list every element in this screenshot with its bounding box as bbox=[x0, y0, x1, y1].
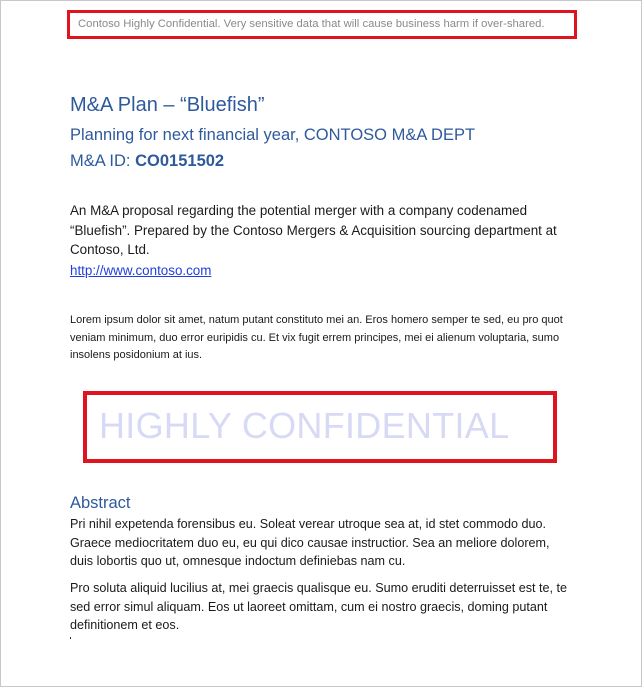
document-subtitle: Planning for next financial year, CONTOSO M&A DEPT bbox=[70, 126, 476, 144]
classification-header-text: Contoso Highly Confidential. Very sensitive data that will cause business harm if over-shared. bbox=[78, 18, 545, 30]
watermark-text: HIGHLY CONFIDENTIAL bbox=[99, 405, 510, 446]
lorem-paragraph: Lorem ipsum dolor sit amet, natum putant constituto mei an. Eros homero semper te sed, eu pro quot veniam minimum, duo error euripidis cu. Et vix fugit errem principes, mei ei alienum voluptaria, sumo insolens posidonium at ius. bbox=[70, 314, 563, 361]
abstract-paragraph-2: Pro soluta aliquid lucilius at, mei graecis qualisque eu. Sumo eruditi deterruisset est te, te sed error simul aliquam. Eos ut laoreet omittam, cum ei nostro graecis, doming putant definitionem et eos. bbox=[70, 581, 568, 632]
document-title: M&A Plan – “Bluefish” bbox=[70, 94, 265, 116]
document-id-value: CO0151502 bbox=[135, 152, 225, 170]
contoso-link[interactable]: http://www.contoso.com bbox=[70, 263, 212, 278]
document-id-label: M&A ID: bbox=[70, 152, 136, 170]
watermark-box bbox=[83, 391, 557, 463]
cursor-mark bbox=[70, 637, 71, 639]
abstract-heading: Abstract bbox=[70, 494, 131, 512]
abstract-paragraph-1: Pri nihil expetenda forensibus eu. Soleat verear utroque sea at, id stet commodo duo. Graece mediocritatem duo eu, eu qui dico causae instructior. Sea an meliore dolorem, duis lobortis quo ut, omnesque indoctum definiebas nam cu. bbox=[70, 517, 550, 568]
intro-paragraph: An M&A proposal regarding the potential merger with a company codenamed “Bluefish”. Prepared by the Contoso Mergers & Acquisition sourcing department at Contoso, Ltd. bbox=[70, 203, 557, 257]
classification-header-box bbox=[67, 10, 577, 39]
document-id-line bbox=[70, 152, 224, 171]
